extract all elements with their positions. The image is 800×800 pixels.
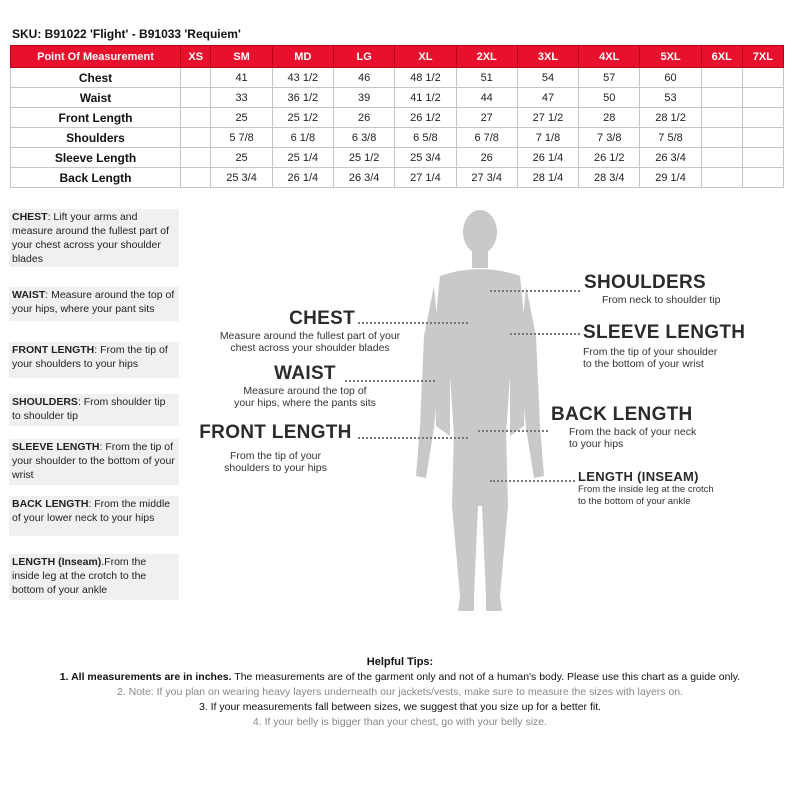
- table-cell: [742, 108, 783, 128]
- row-label: Sleeve Length: [11, 148, 181, 168]
- front-length-callout-title: FRONT LENGTH: [199, 422, 352, 443]
- column-header-size: XL: [395, 46, 456, 68]
- shoulders-callout-title: SHOULDERS: [584, 272, 706, 293]
- table-cell: 26: [333, 108, 394, 128]
- table-cell: 6 5/8: [395, 128, 456, 148]
- callout-chest: [205, 308, 415, 354]
- inseam-callout-desc2: to the bottom of your ankle: [578, 496, 691, 507]
- definition-text: : From the tip of your shoulder to the bottom of your wrist: [12, 441, 175, 481]
- table-cell: 41: [211, 68, 272, 88]
- table-cell: 26: [456, 148, 517, 168]
- table-cell: 44: [456, 88, 517, 108]
- inseam-callout-title: LENGTH (INSEAM): [578, 469, 699, 484]
- table-row: [11, 128, 784, 148]
- callout-back-length: [551, 404, 761, 450]
- table-cell: 48 1/2: [395, 68, 456, 88]
- column-header-size: SM: [211, 46, 272, 68]
- row-label: Back Length: [11, 168, 181, 188]
- table-cell: 26 3/4: [333, 168, 394, 188]
- table-cell: 29 1/4: [640, 168, 701, 188]
- column-header-size: 6XL: [701, 46, 742, 68]
- table-cell: 7 5/8: [640, 128, 701, 148]
- callout-waist: [220, 363, 390, 409]
- column-header-size: 3XL: [517, 46, 578, 68]
- table-cell: 25 1/2: [333, 148, 394, 168]
- table-row: [11, 88, 784, 108]
- table-cell: 26 1/4: [517, 148, 578, 168]
- table-cell: [701, 128, 742, 148]
- table-cell: [701, 108, 742, 128]
- column-header-size: 7XL: [742, 46, 783, 68]
- tip-1-rest: The measurements are of the garment only and not of a human's body. Please use this chart as a guide only.: [231, 671, 741, 683]
- column-header-size: MD: [272, 46, 333, 68]
- tip-2: 2. Note: If you plan on wearing heavy layers underneath our jackets/vests, make sure to measure the sizes with layers on.: [116, 686, 684, 698]
- row-label: Waist: [11, 88, 181, 108]
- table-cell: [701, 68, 742, 88]
- definition-text: : Measure around the top of your hips, where your pant sits: [12, 289, 175, 315]
- table-cell: 26 1/2: [579, 148, 640, 168]
- definition-item: [9, 287, 179, 321]
- table-cell: [181, 68, 211, 88]
- definition-text: : From the tip of your shoulders to your hips: [12, 344, 168, 370]
- shoulders-callout-desc: From neck to shoulder tip: [602, 294, 721, 306]
- tips-heading: Helpful Tips:: [366, 656, 434, 668]
- table-cell: 46: [333, 68, 394, 88]
- definition-item: [9, 439, 179, 485]
- table-cell: 27 1/4: [395, 168, 456, 188]
- table-cell: 27 1/2: [517, 108, 578, 128]
- size-chart-table: [10, 45, 784, 188]
- definition-term: BACK LENGTH: [12, 498, 89, 510]
- definition-term: CHEST: [12, 211, 48, 223]
- sleeve-callout-title: SLEEVE LENGTH: [583, 322, 746, 343]
- column-header-size: XS: [181, 46, 211, 68]
- definition-text: .From the inside leg at the crotch to the bottom of your ankle: [12, 556, 147, 596]
- table-row: [11, 168, 784, 188]
- definition-term: SLEEVE LENGTH: [12, 441, 100, 453]
- column-header-size: LG: [333, 46, 394, 68]
- table-cell: 6 7/8: [456, 128, 517, 148]
- definition-item: [9, 394, 179, 426]
- chest-callout-title: CHEST: [289, 308, 355, 329]
- definition-item: [9, 209, 179, 267]
- table-cell: 33: [211, 88, 272, 108]
- definition-item: [9, 496, 179, 536]
- table-cell: 39: [333, 88, 394, 108]
- table-cell: 25: [211, 148, 272, 168]
- definition-term: FRONT LENGTH: [12, 344, 95, 356]
- definition-term: WAIST: [12, 289, 46, 301]
- table-cell: 53: [640, 88, 701, 108]
- table-cell: 7 1/8: [517, 128, 578, 148]
- table-cell: 36 1/2: [272, 88, 333, 108]
- table-cell: 27 3/4: [456, 168, 517, 188]
- column-header-size: 5XL: [640, 46, 701, 68]
- table-cell: [742, 168, 783, 188]
- tip-3: 3. If your measurements fall between sizes, we suggest that you size up for a better fit.: [198, 701, 602, 713]
- table-cell: 7 3/8: [579, 128, 640, 148]
- waist-callout-desc2: your hips, where the pants sits: [234, 397, 376, 409]
- tip-4: 4. If your belly is bigger than your chest, go with your belly size.: [252, 716, 548, 728]
- callout-shoulders: [584, 272, 764, 306]
- definition-term: SHOULDERS: [12, 396, 78, 408]
- table-header-row: [11, 46, 784, 68]
- back-length-guide-line: [478, 430, 548, 432]
- table-cell: [181, 88, 211, 108]
- table-cell: 47: [517, 88, 578, 108]
- table-cell: [181, 148, 211, 168]
- table-cell: 6 3/8: [333, 128, 394, 148]
- column-header-measurement: Point Of Measurement: [11, 46, 181, 68]
- chest-callout-desc: Measure around the fullest part of your: [219, 330, 401, 342]
- shoulders-guide-line: [490, 290, 580, 292]
- column-header-size: 2XL: [456, 46, 517, 68]
- table-cell: [181, 128, 211, 148]
- waist-callout-desc: Measure around the top of: [243, 385, 367, 397]
- table-cell: 5 7/8: [211, 128, 272, 148]
- definition-term: LENGTH (Inseam): [12, 556, 102, 568]
- waist-callout-title: WAIST: [274, 363, 336, 384]
- callout-inseam: [578, 469, 788, 508]
- table-cell: 51: [456, 68, 517, 88]
- table-cell: 26 3/4: [640, 148, 701, 168]
- table-row: [11, 148, 784, 168]
- sku-title: SKU: B91022 'Flight' - B91033 'Requiem': [12, 27, 241, 41]
- inseam-guide-line: [490, 480, 575, 482]
- table-cell: [742, 68, 783, 88]
- table-cell: 50: [579, 88, 640, 108]
- sleeve-guide-line: [510, 333, 580, 335]
- definition-text: : From shoulder tip to shoulder tip: [12, 396, 166, 422]
- table-row: [11, 108, 784, 128]
- table-cell: 6 1/8: [272, 128, 333, 148]
- table-cell: 25 1/4: [272, 148, 333, 168]
- front-length-callout-desc2: shoulders to your hips: [224, 462, 327, 474]
- sleeve-callout-desc2: to the bottom of your wrist: [583, 358, 704, 370]
- table-cell: 27: [456, 108, 517, 128]
- inseam-callout-desc: From the inside leg at the crotch: [578, 484, 714, 495]
- table-cell: 25 3/4: [395, 148, 456, 168]
- back-length-callout-desc: From the back of your neck: [569, 426, 697, 438]
- table-cell: 28: [579, 108, 640, 128]
- tip-1: [0, 670, 800, 685]
- table-cell: 60: [640, 68, 701, 88]
- table-cell: 25 1/2: [272, 108, 333, 128]
- row-label: Shoulders: [11, 128, 181, 148]
- helpful-tips: [0, 655, 800, 730]
- table-cell: 28 1/4: [517, 168, 578, 188]
- table-cell: [742, 148, 783, 168]
- definition-item: [9, 554, 179, 600]
- callout-sleeve-length: [583, 322, 793, 370]
- table-cell: [181, 108, 211, 128]
- chest-callout-desc2: chest across your shoulder blades: [230, 342, 390, 354]
- table-cell: [701, 88, 742, 108]
- definition-item: [9, 342, 179, 378]
- front-length-guide-line: [358, 437, 468, 439]
- table-cell: 26 1/4: [272, 168, 333, 188]
- table-cell: 25 3/4: [211, 168, 272, 188]
- table-cell: [742, 128, 783, 148]
- column-header-size: 4XL: [579, 46, 640, 68]
- tip-1-bold: 1. All measurements are in inches.: [59, 671, 232, 683]
- table-cell: [701, 168, 742, 188]
- table-cell: 28 3/4: [579, 168, 640, 188]
- definition-text: : From the middle of your lower neck to your hips: [12, 498, 171, 524]
- row-label: Chest: [11, 68, 181, 88]
- table-row: [11, 68, 784, 88]
- callout-front-length: [188, 422, 363, 474]
- back-length-callout-title: BACK LENGTH: [551, 404, 693, 425]
- front-length-callout-desc: From the tip of your: [229, 450, 322, 462]
- sleeve-callout-desc: From the tip of your shoulder: [583, 346, 718, 358]
- definition-text: : Lift your arms and measure around the fullest part of your chest across your shoulder blades: [12, 211, 170, 265]
- table-cell: 25: [211, 108, 272, 128]
- body-silhouette: [410, 206, 550, 626]
- back-length-callout-desc2: to your hips: [569, 438, 624, 450]
- table-cell: [701, 148, 742, 168]
- table-cell: 54: [517, 68, 578, 88]
- row-label: Front Length: [11, 108, 181, 128]
- table-cell: 28 1/2: [640, 108, 701, 128]
- table-cell: [742, 88, 783, 108]
- table-cell: 26 1/2: [395, 108, 456, 128]
- table-cell: 41 1/2: [395, 88, 456, 108]
- table-cell: 43 1/2: [272, 68, 333, 88]
- table-cell: [181, 168, 211, 188]
- table-cell: 57: [579, 68, 640, 88]
